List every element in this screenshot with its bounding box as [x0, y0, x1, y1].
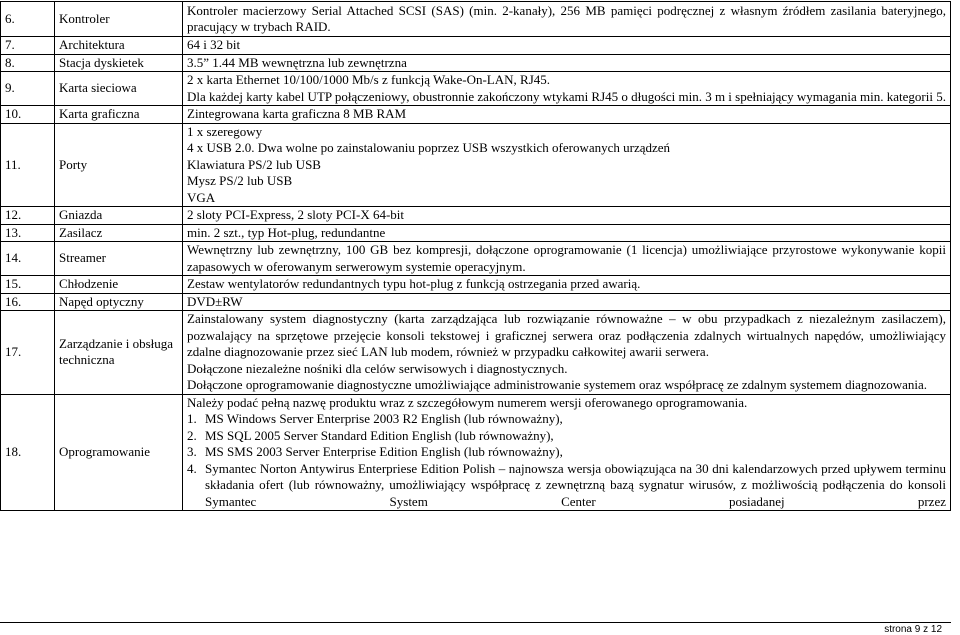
row-name: Zasilacz: [55, 224, 183, 242]
row-number: 8.: [1, 54, 55, 72]
table-row: [1, 276, 951, 294]
footer-divider: [0, 622, 951, 623]
list-item: 3. MS SMS 2003 Server Enterprise Edition English (lub równoważny),: [187, 444, 563, 459]
row-description: DVD±RW: [183, 293, 951, 311]
page-number: strona 9 z 12: [884, 624, 942, 635]
row-number: 17.: [1, 311, 55, 395]
list-item: 2. MS SQL 2005 Server Standard Edition English (lub równoważny),: [187, 427, 554, 443]
row-description: 3.5” 1.44 MB wewnętrzna lub zewnętrzna: [183, 54, 951, 72]
row-number: 15.: [1, 276, 55, 294]
row-description: 2 sloty PCI-Express, 2 sloty PCI-X 64-bit: [183, 207, 951, 225]
row-description: Wewnętrzny lub zewnętrzny, 100 GB bez kompresji, dołączone oprogramowanie (1 licencja) umożliwiające przyrostowe wykonywanie kopii zapasowych w oferowanym serwerowym systemie operacyjnym.: [183, 242, 951, 276]
row-description: 1 x szeregowy 4 x USB 2.0. Dwa wolne po zainstalowaniu poprzez USB wszystkich oferowanych urządzeń Klawiatura PS/2 lub USB Mysz PS/2 lub USB VGA: [183, 123, 951, 207]
row-name: Gniazda: [55, 207, 183, 225]
row-name: Napęd optyczny: [55, 293, 183, 311]
table-row: [1, 394, 951, 511]
table-row: [1, 37, 951, 55]
row-description: 2 x karta Ethernet 10/100/1000 Mb/s z funkcją Wake-On-LAN, RJ45. Dla każdej karty kabel UTP połączeniowy, obustronnie zakończony wtykami RJ45 o długości min. 3 m i spełniający wymagania min. kategorii 5.: [183, 72, 951, 106]
table-row: [1, 311, 951, 395]
table-row: [1, 224, 951, 242]
row-number: 7.: [1, 37, 55, 55]
row-name: Karta sieciowa: [55, 72, 183, 106]
row-number: 13.: [1, 224, 55, 242]
table-row: [1, 2, 951, 37]
list-item: 1. MS Windows Server Enterprise 2003 R2 English (lub równoważny),: [187, 411, 563, 426]
table-row: [1, 54, 951, 72]
row-description: 64 i 32 bit: [183, 37, 951, 55]
list-item: 4. Symantec Norton Antywirus Enterpriese Edition Polish – najnowsza wersja obowiązująca na 30 dni kalendarzowych przed upływem terminu składania ofert (lub równoważny, umożliwiający współpracę z zewnętrzną bazą sygnatur wirusów, z możliwością podłączenia do konsoli Symantec System Center posiadanej przez: [187, 460, 946, 509]
table-row: [1, 123, 951, 207]
row-name: Karta graficzna: [55, 106, 183, 124]
row-description: Zintegrowana karta graficzna 8 MB RAM: [183, 106, 951, 124]
row-name: Porty: [55, 123, 183, 207]
row-name: Zarządzanie i obsługa techniczna: [55, 311, 183, 395]
row-description: Zainstalowany system diagnostyczny (karta zarządzająca lub rozwiązanie równoważne – w obu przypadkach z niezależnym zasilaczem), pozwalający na sprzętowe przejęcie konsoli tekstowej i graficznej serwera oraz podłączenia zdalnych wirtualnych napędów, umożliwiający zdalne diagnozowanie przez sieć LAN lub modem, również w przypadku całkowitej awarii serwera. Dołączone niezależne nośniki dla celów serwisowych i diagnostycznych. Dołączone oprogramowanie diagnostyczne umożliwiające administrowanie systemem oraz współpracę ze zdalnym systemem diagnozowania.: [183, 311, 951, 395]
row-number: 10.: [1, 106, 55, 124]
row-description: min. 2 szt., typ Hot-plug, redundantne: [183, 224, 951, 242]
row-number: 18.: [1, 394, 55, 511]
row-description: Zestaw wentylatorów redundantnych typu hot-plug z funkcją ostrzegania przed awarią.: [183, 276, 951, 294]
row-name: Streamer: [55, 242, 183, 276]
row-name: Chłodzenie: [55, 276, 183, 294]
table-row: [1, 293, 951, 311]
row-number: 14.: [1, 242, 55, 276]
table-row: [1, 242, 951, 276]
row-name: Kontroler: [55, 2, 183, 37]
specification-table: [0, 1, 951, 511]
row-number: 11.: [1, 123, 55, 207]
row-name: Oprogramowanie: [55, 394, 183, 511]
row-description: Należy podać pełną nazwę produktu wraz z szczegółowym numerem wersji oferowanego oprogramowania. 1. MS Windows Server Enterprise 2003 R2 English (lub równoważny), 2. MS SQL 2005 Server Standard Edition English (lub równoważny), 3. MS SMS 2003 Server Enterprise Edition English (lub równoważny), 4. Symantec Norton Antywirus Enterpriese Edition Polish – najnowsza wersja obowiązująca na 30 dni kalendarzowych przed upływem terminu składania ofert (lub równoważny, umożliwiający współpracę z zewnętrzną bazą sygnatur wirusów, z możliwością podłączenia do konsoli Symantec System Center posiadanej przez: [183, 394, 951, 511]
row-name: Stacja dyskietek: [55, 54, 183, 72]
table-row: [1, 106, 951, 124]
row-number: 12.: [1, 207, 55, 225]
table-row: [1, 72, 951, 106]
row-number: 9.: [1, 72, 55, 106]
table-row: [1, 207, 951, 225]
row-description: Kontroler macierzowy Serial Attached SCSI (SAS) (min. 2-kanały), 256 MB pamięci podręcznej z własnym źródłem zasilania bateryjnego, pracujący w trybach RAID.: [183, 2, 951, 37]
row-number: 6.: [1, 2, 55, 37]
row-name: Architektura: [55, 37, 183, 55]
row-number: 16.: [1, 293, 55, 311]
